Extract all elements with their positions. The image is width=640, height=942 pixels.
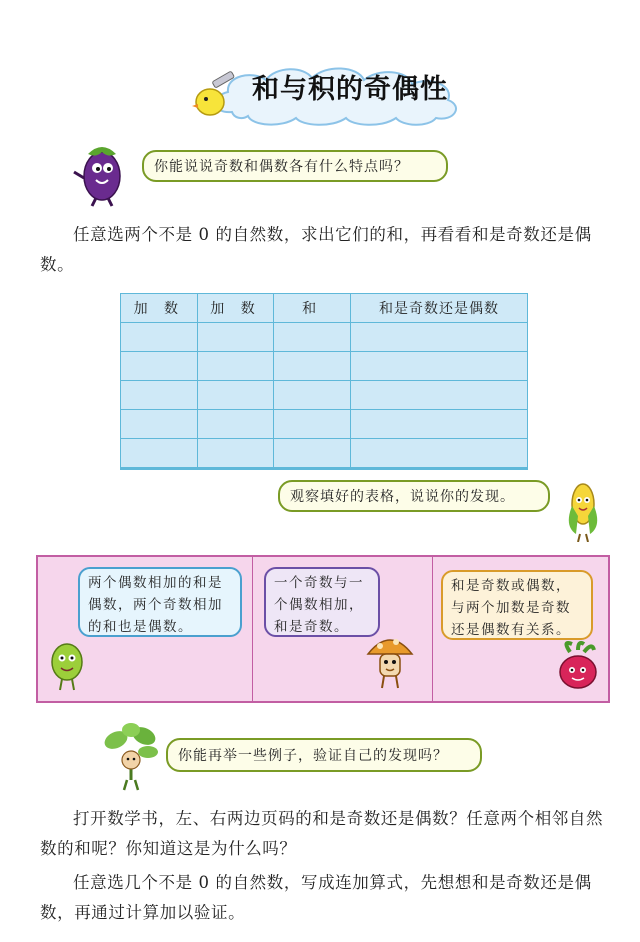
table-row [121, 352, 528, 381]
table-cell[interactable] [351, 323, 528, 352]
panel-divider [432, 557, 433, 701]
finding-bubble-1 [78, 567, 242, 637]
table-cell[interactable] [121, 352, 198, 381]
table-cell[interactable] [274, 352, 351, 381]
table-cell[interactable] [274, 381, 351, 410]
header-addend-2: 加 数 [197, 294, 274, 323]
table-cell[interactable] [121, 323, 198, 352]
table-cell[interactable] [351, 439, 528, 469]
header-addend-1: 加 数 [121, 294, 198, 323]
table-row [121, 410, 528, 439]
mango-character-icon [46, 636, 88, 692]
example-bubble [166, 738, 482, 772]
table-cell[interactable] [197, 410, 274, 439]
table-cell[interactable] [197, 323, 274, 352]
sum-parity-table [120, 293, 528, 470]
table-cell[interactable] [197, 352, 274, 381]
table-row [121, 381, 528, 410]
table-cell[interactable] [197, 381, 274, 410]
instruction-paragraph-2: 打开数学书，左、右两边页码的和是奇数还是偶数？任意两个相邻自然数的和呢？你知道这是为什么吗？ [40, 809, 604, 858]
table-header-row [121, 294, 528, 323]
table-cell[interactable] [121, 439, 198, 469]
table-cell[interactable] [197, 439, 274, 469]
observe-text: 观察填好的表格，说说你的发现。 [290, 489, 515, 505]
table-cell[interactable] [351, 410, 528, 439]
intro-question-text: 你能说说奇数和偶数各有什么特点吗？ [154, 159, 409, 175]
header-parity: 和是奇数还是偶数 [351, 294, 528, 323]
table-row [121, 439, 528, 469]
table-cell[interactable] [121, 410, 198, 439]
table-cell[interactable] [274, 439, 351, 469]
table-cell[interactable] [351, 352, 528, 381]
table-cell[interactable] [351, 381, 528, 410]
finding-bubble-2 [264, 567, 380, 637]
radish-character-icon [552, 640, 604, 694]
plant-character-icon [96, 720, 166, 792]
finding-bubble-3 [441, 570, 593, 640]
observe-bubble [278, 480, 550, 512]
chick-telescope-icon [188, 70, 238, 120]
page-title: 和与积的奇偶性 [252, 74, 448, 105]
instruction-paragraph-3: 任意选几个不是 0 的自然数，写成连加算式，先想想和是奇数还是偶数，再通过计算加以验证。 [40, 873, 592, 922]
example-text: 你能再举一些例子，验证自己的发现吗？ [178, 748, 448, 764]
eggplant-character-icon [70, 136, 134, 208]
header-sum: 和 [274, 294, 351, 323]
table-cell[interactable] [121, 381, 198, 410]
table-row [121, 323, 528, 352]
instruction-paragraph-1: 任意选两个不是 0 的自然数，求出它们的和，再看看和是奇数还是偶数。 [40, 225, 592, 274]
table-cell[interactable] [274, 323, 351, 352]
finding-text-2: 一个奇数与一个偶数相加，和是奇数。 [274, 575, 364, 635]
finding-text-3: 和是奇数或偶数，与两个加数是奇数还是偶数有关系。 [451, 578, 571, 638]
finding-text-1: 两个偶数相加的和是偶数，两个奇数相加的和也是偶数。 [88, 575, 223, 635]
table-cell[interactable] [274, 410, 351, 439]
intro-question-bubble [142, 150, 448, 182]
mushroom-character-icon [364, 628, 416, 692]
corn-character-icon [556, 476, 610, 542]
panel-divider [252, 557, 253, 701]
